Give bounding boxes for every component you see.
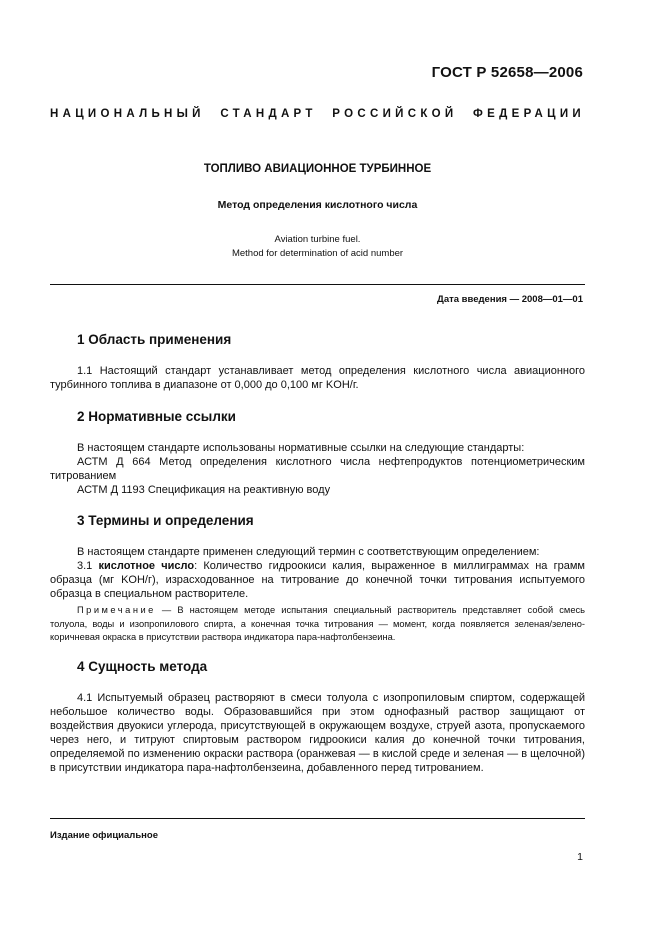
english-title-line-2: Method for determination of acid number bbox=[231, 247, 404, 259]
footer-divider bbox=[50, 818, 585, 819]
page-number: 1 bbox=[577, 851, 583, 863]
document-title: ТОПЛИВО АВИАЦИОННОЕ ТУРБИННОЕ bbox=[203, 163, 432, 175]
section-4-heading: 4 Сущность метода bbox=[77, 659, 208, 674]
section-2-intro: В настоящем стандарте использованы нормативные ссылки на следующие стандарты: bbox=[77, 442, 525, 454]
official-edition-label: Издание официальное bbox=[50, 830, 158, 841]
introduction-date: Дата введения — 2008—01—01 bbox=[437, 294, 583, 305]
term-definition-text: : Количество гидроокиси калия, выраженное в миллиграммах на грамм образца (мг KOH/г), израсходованное на титрование до конечной точки титрования испытуемого образца в специальном растворителе. bbox=[50, 560, 585, 600]
section-4-paragraph: 4.1 Испытуемый образец растворяют в смеси толуола с изопропиловым спиртом, содержащей небольшое количество воды. Образовавшийся при этом однофазный раствор защищают от воздействия двуокиси углерода, присутствующей в окружающем воздухе, струей азота, пропускаемого через него, и титруют спиртовым раствором гидроокиси калия до конечной точки титрования, определяемой по изменению окраски раствора (оранжевая — в кислой среде и зеленая — в щелочной) в присутствии индикатора пара-нафтолбензеина, добавленного перед титрованием. bbox=[50, 692, 585, 774]
gost-number: ГОСТ Р 52658—2006 bbox=[431, 64, 583, 81]
note-text: — В настоящем методе испытания специальный растворитель представляет собой смесь толуола, воды и изопропилового спирта, а конечная точка титрования — момент, когда появляется зеленая/зелено-коричневая окраска в присутствии раствора индикатора пара-нафтолбензеина. bbox=[50, 605, 585, 642]
national-standard-banner: НАЦИОНАЛЬНЫЙ СТАНДАРТ РОССИЙСКОЙ ФЕДЕРАЦИИ bbox=[50, 108, 585, 120]
note-label: Примечание bbox=[77, 605, 156, 615]
section-3-intro: В настоящем стандарте применен следующий термин с соответствующим определением: bbox=[77, 546, 540, 558]
reference-astm-d1193: АСТМ Д 1193 Спецификация на реактивную воду bbox=[77, 484, 331, 496]
term-name: кислотное число bbox=[98, 560, 195, 572]
english-title bbox=[50, 233, 585, 260]
section-3-heading: 3 Термины и определения bbox=[77, 513, 254, 528]
term-note bbox=[50, 604, 585, 645]
document-subtitle: Метод определения кислотного числа bbox=[217, 199, 418, 211]
section-1-paragraph: 1.1 Настоящий стандарт устанавливает метод определения кислотного числа авиационного турбинного топлива в диапазоне от 0,000 до 0,100 мг KOH/г. bbox=[50, 365, 585, 391]
english-title-line-1: Aviation turbine fuel. bbox=[274, 234, 361, 245]
term-number: 3.1 bbox=[77, 560, 93, 572]
section-2-heading: 2 Нормативные ссылки bbox=[77, 409, 236, 424]
title-divider bbox=[50, 284, 585, 285]
section-1-heading: 1 Область применения bbox=[77, 332, 232, 347]
reference-astm-d664: АСТМ Д 664 Метод определения кислотного числа нефтепродуктов потенциометрическим титрованием bbox=[50, 456, 585, 482]
term-definition bbox=[50, 559, 585, 601]
